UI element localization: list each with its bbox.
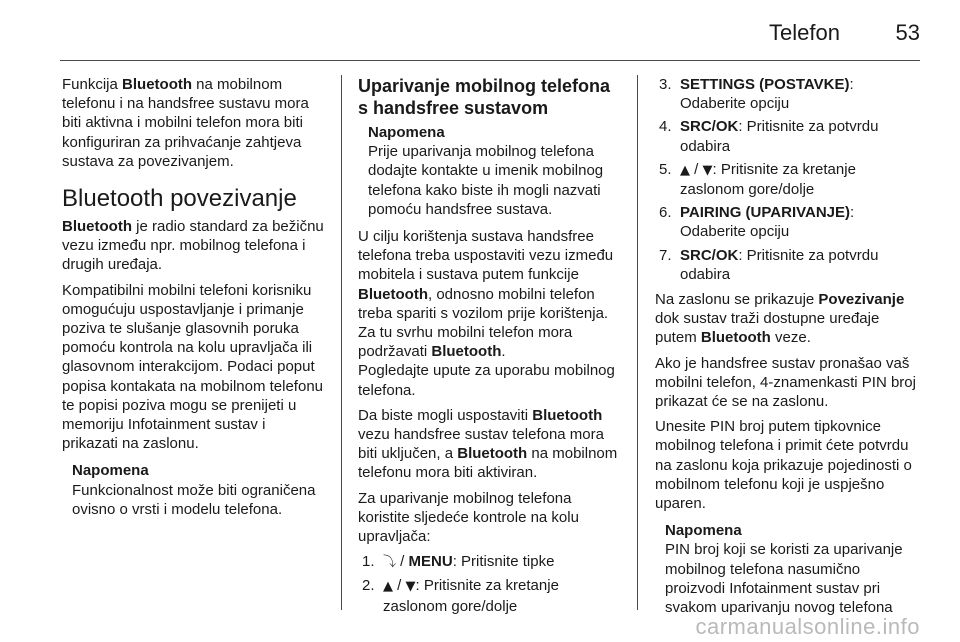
arrow-down-icon: ▼	[405, 579, 416, 595]
note-title: Napomena	[368, 124, 445, 141]
note-text: Funkcionalnost može biti ograničena ovisno o vrsti i modelu telefona.	[72, 481, 316, 518]
bold-term: SRC/OK	[680, 118, 739, 136]
watermark: carmanualsonline.info	[695, 614, 920, 639]
paragraph: U cilju korištenja sustava handsfree telefona treba uspostaviti vezu između mobitela i sustava putem funkcije Bluetooth, odnosno mobilni telefon treba spariti s vozilom prije korištenja. Za tu svrhu mobilni telefon mora podržavati Bluetooth. Pogledajte upute za uporabu mobilnog telefona.	[358, 228, 615, 399]
bold-term: PAIRING (UPARIVANJE)	[680, 204, 851, 222]
paragraph: Za uparivanje mobilnog telefona koristite sljedeće kontrole na kolu upravljača:	[358, 489, 579, 546]
arrow-up-icon: ▲	[680, 162, 690, 178]
bold-term: Bluetooth	[532, 406, 603, 424]
paragraph: Na zaslonu se prikazuje Povezivanje dok sustav traži dostupne uređaje putem Bluetooth veze.	[655, 291, 905, 347]
paragraph: Bluetooth je radio standard za bežičnu vezu između npr. mobilnog telefona i drugih uređaja.	[62, 218, 324, 274]
column-divider-2	[637, 75, 638, 610]
paragraph: Ako je handsfree sustav pronašao vaš mobilni telefon, 4-znamenkasti PIN broj prikazat će se na zaslonu.	[655, 354, 916, 411]
header-title: Telefon	[769, 20, 840, 45]
paragraph: Funkcija Bluetooth na mobilnom telefonu i na handsfree sustavu mora biti aktivna i mobilni telefon mora biti konfiguriran za prihvaćanje zahtjeva sustava za povezivanjem.	[62, 76, 309, 170]
bold-term: Bluetooth	[358, 285, 428, 303]
note-box	[358, 123, 623, 219]
list-item: 7. SRC/OK: Pritisnite za potvrdu odabira	[659, 246, 879, 283]
list-item: 2. ▲ / ▼: Pritisnite za kretanje zaslonom gore/dolje	[362, 577, 559, 615]
column-2	[358, 75, 623, 622]
column-3	[655, 75, 920, 625]
bold-term: Bluetooth	[122, 76, 193, 93]
note-text: Prije uparivanja mobilnog telefona dodajte kontakte u imenik mobilnog telefona kako biste ih mogli nazvati pomoću handsfree sustava.	[368, 143, 604, 218]
header-rule	[60, 60, 920, 61]
note-box	[62, 461, 325, 519]
bold-term: SETTINGS (POSTAVKE)	[680, 76, 850, 93]
bold-term: Bluetooth	[62, 218, 132, 236]
arrow-up-icon: ▲	[383, 579, 393, 595]
paragraph: Kompatibilni mobilni telefoni korisniku omogućuju uspostavljanje i primanje poziva te slušanje glasovnih poruka pomoću kontrola na kolu upravljača ili glasovnom interakcijom. Podaci poput popisa kontakata na mobilnom telefonu te popisi poziva mogu se prenijeti u memoriju Infotainment sustav i prikazati na zaslonu.	[62, 281, 324, 453]
list-item: 5. ▲ / ▼: Pritisnite za kretanje zaslonom gore/dolje	[659, 160, 856, 199]
note-title: Napomena	[72, 462, 149, 480]
note-box	[655, 521, 920, 617]
bold-term: Bluetooth	[457, 445, 528, 463]
list-item: 1. ⤵ / MENU: Pritisnite tipke	[362, 553, 555, 571]
bold-term: MENU	[408, 553, 453, 571]
note-title: Napomena	[665, 522, 742, 540]
column-1	[62, 75, 325, 527]
page-number: 53	[895, 20, 920, 45]
bold-term: SRC/OK	[680, 246, 739, 264]
note-text: PIN broj koji se koristi za uparivanje mobilnog telefona nasumično proizvodi Infotainment sustav pri svakom uparivanju novog telefona	[665, 541, 903, 617]
arrow-down-icon: ▼	[702, 162, 713, 178]
list-item: 6. PAIRING (UPARIVANJE): Odaberite opciju	[659, 204, 855, 241]
phone-hook-icon: ⤵	[383, 555, 397, 571]
bold-term: Bluetooth	[700, 329, 771, 347]
step-list	[655, 75, 920, 284]
list-item: 3. SETTINGS (POSTAVKE): Odaberite opciju	[659, 76, 854, 113]
list-item: 4. SRC/OK: Pritisnite za potvrdu odabira	[659, 118, 879, 155]
step-list	[358, 552, 623, 616]
section-heading: Uparivanje mobilnog telefona s handsfree sustavom	[358, 76, 611, 118]
paragraph: Da biste mogli uspostaviti Bluetooth vezu handsfree sustav telefona mora biti uključen, a Bluetooth na mobilnom telefonu mora biti aktiviran.	[358, 406, 618, 482]
paragraph: Unesite PIN broj putem tipkovnice mobilnog telefona i primit ćete potvrdu na zaslonu koja prikazuje pojedinosti o mobilnom telefonu koji je uspješno uparen.	[655, 418, 912, 513]
bold-term: Povezivanje	[818, 291, 905, 309]
section-heading: Bluetooth povezivanje	[62, 185, 297, 213]
bold-term: Bluetooth	[431, 343, 502, 361]
column-divider-1	[341, 75, 342, 610]
